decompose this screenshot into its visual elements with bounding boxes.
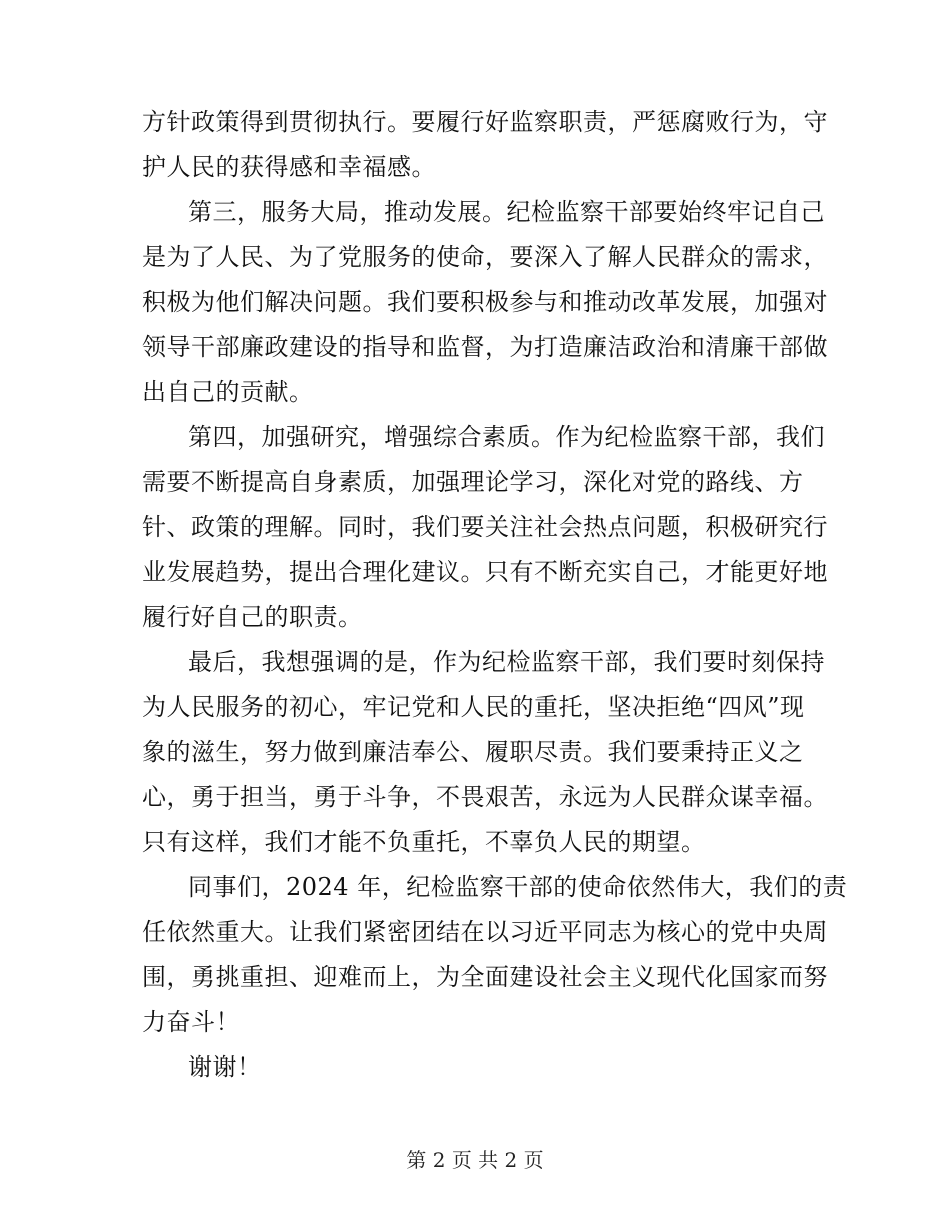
text-line: 只有这样，我们才能不负重托，不辜负人民的期望。 bbox=[142, 828, 706, 856]
text-line: 方针政策得到贯彻执行。要履行好监察职责，严惩腐败行为，守 bbox=[142, 108, 828, 136]
text-line: 积极为他们解决问题。我们要积极参与和推动改革发展，加强对 bbox=[142, 288, 828, 316]
text-line: 力奋斗！ bbox=[142, 1008, 240, 1036]
text-line: 业发展趋势，提出合理化建议。只有不断充实自己，才能更好地 bbox=[142, 558, 828, 586]
paragraph-start-line: 第三，服务大局，推动发展。纪检监察干部要始终牢记自己 bbox=[188, 198, 825, 226]
text-line: 护人民的获得感和幸福感。 bbox=[142, 153, 436, 181]
closing-line: 谢谢！ bbox=[188, 1053, 262, 1081]
text-line: 履行好自己的职责。 bbox=[142, 603, 363, 631]
paragraph-start-line: 同事们，2024 年，纪检监察干部的使命依然伟大，我们的责 bbox=[188, 873, 848, 901]
text-line: 为人民服务的初心，牢记党和人民的重托，坚决拒绝“四风”现 bbox=[142, 693, 805, 721]
text-line: 领导干部廉政建设的指导和监督，为打造廉洁政治和清廉干部做 bbox=[142, 333, 828, 361]
page-number-footer: 第 2 页 共 2 页 bbox=[406, 1148, 544, 1172]
text-line: 心，勇于担当，勇于斗争，不畏艰苦，永远为人民群众谋幸福。 bbox=[142, 783, 828, 811]
text-line: 围，勇挑重担、迎难而上，为全面建设社会主义现代化国家而努 bbox=[142, 963, 828, 991]
text-line: 是为了人民、为了党服务的使命，要深入了解人民群众的需求， bbox=[142, 243, 828, 271]
text-line: 针、政策的理解。同时，我们要关注社会热点问题，积极研究行 bbox=[142, 513, 828, 541]
text-line: 象的滋生，努力做到廉洁奉公、履职尽责。我们要秉持正义之 bbox=[142, 738, 804, 766]
text-line: 任依然重大。让我们紧密团结在以习近平同志为核心的党中央周 bbox=[142, 918, 828, 946]
text-line: 需要不断提高自身素质，加强理论学习，深化对党的路线、方 bbox=[142, 468, 804, 496]
paragraph-start-line: 最后，我想强调的是，作为纪检监察干部，我们要时刻保持 bbox=[188, 648, 825, 676]
text-line: 出自己的贡献。 bbox=[142, 378, 314, 406]
paragraph-start-line: 第四，加强研究，增强综合素质。作为纪检监察干部，我们 bbox=[188, 423, 825, 451]
